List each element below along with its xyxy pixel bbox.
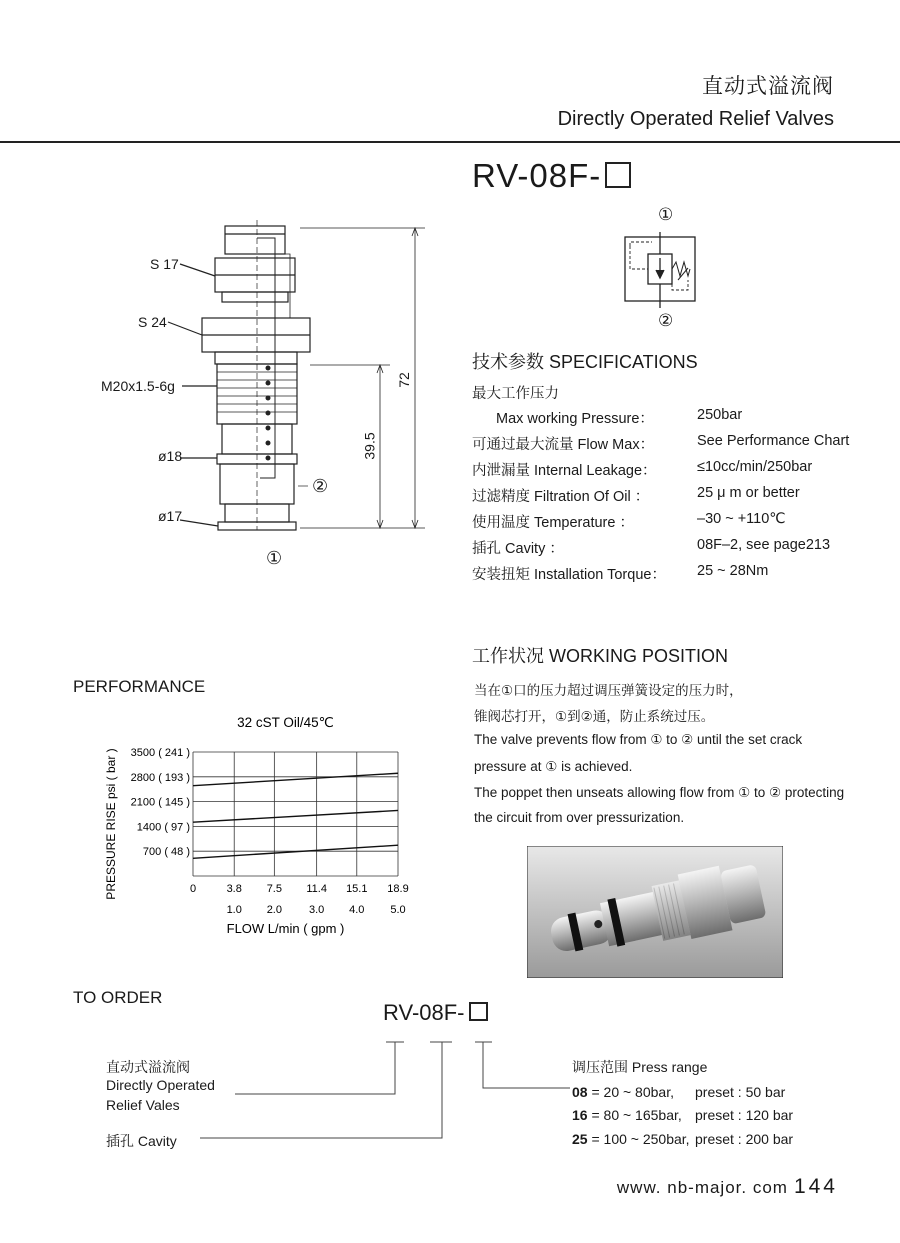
drawing-port-1: ① — [266, 548, 283, 568]
x-tick-label: 7.5 — [266, 883, 282, 895]
y-tick-label: 2100 ( 145 ) — [130, 796, 190, 809]
footer — [617, 1175, 838, 1199]
symbol-port-2: ② — [658, 311, 674, 330]
working-position-heading: 工作状况 WORKING POSITION — [472, 646, 729, 666]
model-code — [472, 157, 631, 195]
page-number: 144 — [793, 1175, 838, 1198]
spec-value: –30 ~ +110℃ — [697, 511, 786, 527]
spec-label: 内泄漏量 Internal Leakage： — [472, 463, 657, 479]
y-tick-label: 1400 ( 97 ) — [136, 821, 190, 834]
spec-label: 插孔 Cavity ： — [472, 541, 564, 557]
spec-value: 25 μ m or better — [697, 485, 800, 501]
x-tick-label-gpm: 5.0 — [390, 904, 406, 916]
spec-value: ≤10cc/min/250bar — [697, 459, 813, 475]
order-option-box — [469, 1002, 488, 1021]
x-axis-label: FLOW L/min ( gpm ) — [226, 921, 345, 936]
x-tick-label: 11.4 — [306, 883, 327, 895]
order-range-row — [572, 1084, 674, 1100]
header-title-cn: 直动式溢流阀 — [702, 75, 834, 98]
y-tick-label: 700 ( 48 ) — [142, 846, 190, 859]
x-tick-label-gpm: 2.0 — [266, 904, 282, 916]
order-leader-lines — [190, 1038, 590, 1148]
range-preset: preset : 120 bar — [695, 1107, 794, 1123]
wp-line: pressure at ① is achieved. — [474, 759, 633, 774]
range-code: 25 — [572, 1131, 588, 1147]
series-line — [193, 773, 398, 785]
label-s24: S 24 — [138, 314, 167, 330]
order-label-type-en2: Relief Vales — [106, 1097, 180, 1113]
label-dia18: ø18 — [158, 448, 183, 464]
x-tick-label: 3.8 — [226, 883, 242, 895]
spec-label: Max working Pressure： — [496, 411, 654, 427]
range-preset: preset : 50 bar — [695, 1084, 786, 1100]
x-tick-label: 18.9 — [387, 883, 409, 895]
model-code-text: RV-08F- — [472, 157, 602, 194]
x-tick-label-gpm: 3.0 — [309, 904, 325, 916]
symbol-port-1: ① — [658, 205, 674, 224]
range-text: = 100 ~ 250bar, — [587, 1131, 690, 1147]
order-label-type-en1: Directly Operated — [106, 1077, 215, 1093]
spec-label: 可通过最大流量 Flow Max： — [472, 437, 655, 453]
series-line — [193, 845, 398, 858]
x-tick-label-gpm: 1.0 — [226, 904, 242, 916]
spec-value: 250bar — [697, 407, 743, 423]
specs-heading: 技术参数 SPECIFICATIONS — [472, 352, 698, 372]
spec-value: 08F–2, see page213 — [697, 537, 831, 553]
spec-label: 安装扭矩 Installation Torque： — [472, 567, 666, 583]
dim-72: 72 — [395, 372, 412, 388]
performance-heading: PERFORMANCE — [73, 677, 206, 696]
header-divider — [0, 141, 900, 143]
spec-label: 使用温度 Temperature ： — [472, 515, 634, 531]
wp-line: 锥阀芯打开，①到②通，防止系统过压。 — [474, 709, 715, 724]
label-dia17: ø17 — [158, 508, 183, 524]
spec-value: 25 ~ 28Nm — [697, 563, 769, 579]
wp-line: 当在①口的压力超过调压弹簧设定的压力时， — [474, 683, 743, 698]
range-text: = 80 ~ 165bar, — [587, 1107, 682, 1123]
order-range-row — [572, 1131, 690, 1147]
label-s17: S 17 — [150, 256, 179, 272]
option-box — [605, 162, 631, 188]
wp-line: The valve prevents flow from ① to ② until the set crack — [474, 732, 803, 747]
y-axis-label: PRESSURE RISE psi ( bar ) — [104, 748, 118, 900]
order-range-row — [572, 1107, 682, 1123]
valve-drawing — [90, 218, 440, 578]
spec-value: See Performance Chart — [697, 433, 850, 449]
order-label-type-cn: 直动式溢流阀 — [106, 1059, 190, 1075]
spec-label: 过滤精度 Filtration Of Oil ： — [472, 489, 650, 505]
order-range-title: 调压范围 Press range — [572, 1059, 708, 1075]
series-line — [193, 810, 398, 822]
product-photo — [527, 846, 783, 978]
header-title-en: Directly Operated Relief Valves — [557, 108, 834, 130]
range-text: = 20 ~ 80bar, — [587, 1084, 674, 1100]
y-tick-label: 2800 ( 193 ) — [130, 771, 190, 784]
order-model-code — [383, 1000, 488, 1026]
chart-title: 32 cST Oil/45℃ — [237, 715, 334, 730]
x-tick-label-gpm: 4.0 — [349, 904, 365, 916]
order-heading: TO ORDER — [73, 988, 163, 1007]
relief-valve-symbol — [622, 232, 698, 308]
x-tick-label: 15.1 — [346, 883, 368, 895]
range-preset: preset : 200 bar — [695, 1131, 794, 1147]
footer-url[interactable]: www. nb-major. com — [616, 1178, 788, 1197]
spec-label: 最大工作压力 — [472, 386, 559, 402]
order-model-text: RV-08F- — [383, 1000, 465, 1025]
range-code: 16 — [572, 1107, 588, 1123]
drawing-port-2: ② — [312, 476, 329, 496]
wp-line: The poppet then unseats allowing flow from ① to ② protecting — [474, 785, 845, 800]
x-tick-label: 0 — [189, 883, 197, 895]
label-thread: M20x1.5-6g — [101, 378, 175, 394]
dim-39-5: 39.5 — [361, 432, 378, 460]
y-tick-label: 3500 ( 241 ) — [130, 747, 190, 759]
range-code: 08 — [572, 1084, 588, 1100]
wp-line: the circuit from over pressurization. — [474, 810, 685, 825]
performance-chart — [95, 708, 425, 948]
order-label-cavity: 插孔 Cavity — [106, 1133, 177, 1149]
